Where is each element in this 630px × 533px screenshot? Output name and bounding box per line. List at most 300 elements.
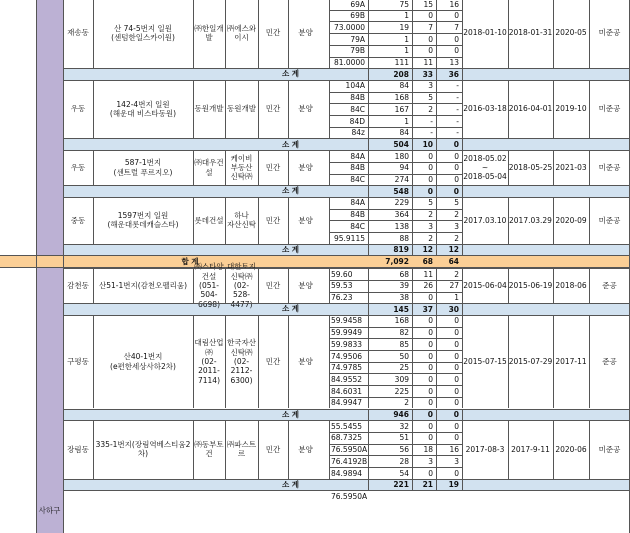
- units-cell: 229: [394, 198, 409, 208]
- applicants-cell: 0: [428, 328, 433, 338]
- contract-date: 2018-05-25: [508, 162, 553, 172]
- contracts-cell: 3: [454, 221, 459, 231]
- applicants-cell: 0: [428, 468, 433, 478]
- area-cell: 84.9552: [331, 374, 363, 384]
- grid-line: [93, 420, 94, 479]
- contracts-cell: 5: [454, 198, 459, 208]
- dong-name: 재송동: [67, 28, 89, 38]
- applicants-cell: 15: [423, 0, 433, 9]
- grid-line: [368, 80, 369, 139]
- grid-line: [412, 185, 413, 197]
- grid-line: [436, 150, 437, 185]
- units-cell: 68: [399, 269, 409, 279]
- subtotal-units: 819: [393, 245, 409, 255]
- grid-line: [589, 197, 590, 244]
- contracts-cell: 0: [454, 421, 459, 431]
- grid-line: [258, 420, 259, 479]
- grid-line: [508, 150, 509, 185]
- grid-line: [225, 80, 226, 139]
- subtotal-row: [63, 138, 630, 150]
- developer: ㈜동부토건: [194, 440, 224, 459]
- sector: 민간: [265, 28, 281, 38]
- grid-line: [508, 197, 509, 244]
- units-cell: 88: [399, 233, 409, 243]
- constructor: ㈜에스와 이시: [226, 23, 257, 43]
- units-cell: 225: [394, 386, 409, 396]
- applicants-cell: 0: [428, 398, 433, 408]
- applicants-cell: 26: [423, 281, 433, 291]
- subtotal-units: 208: [393, 69, 409, 79]
- supply-type: 분양: [298, 357, 313, 366]
- area-cell: 68.7325: [331, 433, 363, 443]
- grid-line: [193, 150, 194, 185]
- grid-line: [462, 244, 463, 256]
- units-cell: 1: [404, 11, 409, 21]
- grid-line: [329, 315, 330, 409]
- grid-line: [462, 409, 463, 421]
- subtotal-contracts: 36: [448, 69, 459, 79]
- subtotal-units: 504: [393, 139, 409, 149]
- grid-line: [93, 0, 94, 68]
- grid-line: [368, 420, 369, 479]
- grid-line: [462, 303, 463, 315]
- applicants-cell: 3: [428, 456, 433, 466]
- applicants-cell: 18: [423, 445, 433, 455]
- contract-date: 2017-9-11: [511, 444, 550, 454]
- grid-line: [329, 197, 330, 244]
- area-cell: 59.53: [331, 281, 353, 291]
- type-cell: 84C: [350, 221, 365, 231]
- grid-line: [508, 0, 509, 68]
- grid-line: [462, 138, 463, 150]
- contracts-cell: -: [456, 116, 459, 126]
- area-cell: 59.9458: [331, 316, 363, 326]
- subtotal-units: 145: [393, 304, 409, 314]
- grid-line: [508, 80, 509, 139]
- contracts-cell: 2: [454, 210, 459, 220]
- announce-date: 2018-05.02 ~ 2018-05-04: [463, 153, 507, 182]
- grid-line: [288, 315, 289, 409]
- grid-line: [258, 80, 259, 139]
- grid-line: [436, 138, 437, 150]
- type-cell: 69B: [350, 11, 365, 21]
- contracts-cell: 13: [449, 58, 459, 67]
- grand-total-row: [0, 255, 630, 267]
- grid-line: [589, 150, 590, 185]
- grid-line: [258, 315, 259, 409]
- grid-line: [63, 303, 630, 304]
- grid-line: [63, 0, 64, 533]
- announce-date: 2018-01-10: [463, 28, 507, 38]
- subtotal-row: [63, 68, 630, 80]
- type-cell: 84z: [351, 128, 365, 138]
- grid-line: [288, 150, 289, 185]
- grid-line: [225, 420, 226, 479]
- area-cell: 84.9894: [331, 468, 363, 478]
- move-in-date: 2020-05: [555, 28, 587, 38]
- contracts-cell: 2: [454, 269, 459, 279]
- developer: 건설 (051- 504-: [199, 271, 219, 300]
- grid-line: [412, 268, 413, 303]
- subtotal-label: 소 계: [281, 139, 300, 149]
- address: 산 74-5번지 일원 (센텀한일스카이원): [111, 23, 175, 43]
- completion-status: 미준공: [598, 444, 621, 454]
- grid-line: [589, 268, 590, 303]
- grand-total-contracts: 64: [448, 256, 459, 266]
- grid-line: [63, 420, 630, 421]
- contracts-cell: 0: [454, 151, 459, 161]
- announce-date: 2017-08-3: [465, 444, 505, 454]
- grid-line: [368, 138, 369, 150]
- grid-line: [368, 244, 369, 256]
- applicants-cell: 0: [428, 363, 433, 373]
- contract-date: 2016-04-01: [508, 104, 553, 114]
- contracts-cell: 3: [454, 456, 459, 466]
- applicants-cell: -: [430, 116, 433, 126]
- type-cell: 81.0000: [333, 58, 365, 67]
- announce-date: 2016-03-18: [463, 104, 507, 114]
- grid-line: [462, 0, 463, 68]
- grid-line: [462, 479, 463, 491]
- units-cell: 56: [399, 445, 409, 455]
- subtotal-row: [63, 479, 630, 491]
- grid-line: [193, 268, 194, 303]
- address: 335-1번지(장림역베스티움2 차): [95, 440, 191, 459]
- grid-line: [193, 420, 194, 479]
- grid-line: [553, 268, 554, 303]
- units-cell: 2: [404, 398, 409, 408]
- address: 587-1번지 (센트럴 푸르지오): [113, 158, 173, 177]
- dong-name: 우동: [70, 104, 86, 114]
- grid-line: [329, 268, 330, 303]
- sector: 민간: [265, 104, 281, 114]
- type-cell: 84B: [350, 163, 365, 173]
- grid-line: [462, 420, 463, 479]
- dong-name: 구평동: [67, 357, 89, 366]
- units-cell: 82: [399, 328, 409, 338]
- subtotal-label: 소 계: [281, 69, 300, 79]
- grid-line: [258, 150, 259, 185]
- subtotal-label: 소 계: [281, 244, 300, 254]
- grid-line: [412, 303, 413, 315]
- units-cell: 19: [399, 22, 409, 32]
- grid-line: [436, 268, 437, 303]
- grid-line: [368, 150, 369, 185]
- district-name: 사하구: [38, 506, 61, 516]
- units-cell: 138: [394, 221, 409, 231]
- subtotal-applicants: 0: [427, 186, 433, 196]
- grid-line: [329, 150, 330, 185]
- grid-line: [412, 80, 413, 139]
- move-in-date: 2017-11: [555, 357, 587, 366]
- type-cell: 84A: [350, 151, 365, 161]
- units-cell: 54: [399, 468, 409, 478]
- grid-line: [93, 315, 94, 409]
- applicants-cell: 0: [428, 374, 433, 384]
- grid-line: [329, 0, 330, 68]
- units-cell: 111: [394, 58, 409, 67]
- subtotal-label: 소 계: [281, 409, 300, 419]
- contracts-cell: 0: [454, 339, 459, 349]
- applicants-cell: 2: [428, 210, 433, 220]
- applicants-cell: 0: [428, 351, 433, 361]
- applicants-cell: 0: [428, 11, 433, 21]
- grid-line: [412, 409, 413, 421]
- grid-line: [225, 315, 226, 409]
- grand-total-label: 합 계: [181, 256, 199, 266]
- units-cell: 167: [394, 104, 409, 114]
- completion-status: 미준공: [598, 162, 621, 172]
- grid-line: [436, 185, 437, 197]
- grid-line: [0, 255, 630, 256]
- subtotal-row: [63, 244, 630, 256]
- type-cell: 69A: [350, 0, 365, 9]
- units-cell: 168: [394, 316, 409, 326]
- type-cell: 95.9115: [333, 233, 365, 243]
- contract-date: 2015-07-29: [508, 357, 553, 366]
- grid-line: [193, 315, 194, 409]
- units-cell: 1: [404, 116, 409, 126]
- grid-line: [225, 150, 226, 185]
- grid-line: [63, 409, 630, 410]
- subtotal-applicants: 37: [422, 304, 433, 314]
- grid-line: [589, 420, 590, 479]
- sector: 민간: [265, 357, 281, 366]
- grid-line: [288, 268, 289, 303]
- subtotal-label: 소 계: [281, 304, 300, 314]
- subtotal-label: 소 계: [281, 479, 300, 489]
- grid-line: [589, 0, 590, 68]
- supply-type: 분양: [298, 28, 313, 38]
- grid-line: [258, 197, 259, 244]
- units-cell: 32: [399, 421, 409, 431]
- units-cell: 168: [394, 93, 409, 103]
- applicants-cell: 0: [428, 386, 433, 396]
- subtotal-units: 946: [393, 410, 409, 419]
- contracts-cell: -: [456, 104, 459, 114]
- area-cell: 84.9947: [331, 398, 363, 408]
- type-cell: 104A: [345, 81, 365, 91]
- contracts-cell: 2: [454, 233, 459, 243]
- grid-line: [412, 244, 413, 256]
- grid-line: [462, 315, 463, 409]
- units-cell: 84: [399, 81, 409, 91]
- units-cell: 1: [404, 46, 409, 56]
- grid-line: [288, 0, 289, 68]
- move-in-date: 2020-06: [555, 444, 587, 454]
- area-cell: 76.23: [331, 293, 353, 302]
- grid-line: [436, 420, 437, 479]
- applicants-cell: -: [430, 128, 433, 138]
- grid-line: [508, 420, 509, 479]
- applicants-cell: 0: [428, 175, 433, 184]
- contracts-cell: 0: [454, 433, 459, 443]
- grid-line: [553, 420, 554, 479]
- completion-status: 미준공: [598, 28, 621, 38]
- constructor: 하나 자산신탁: [227, 210, 256, 230]
- dong-name: 장림동: [67, 444, 89, 454]
- developer: 동원개발: [194, 104, 224, 114]
- grid-line: [63, 244, 630, 245]
- applicants-cell: 5: [428, 93, 433, 103]
- address: 142-4번지 일원 (해운대 비스타동원): [109, 99, 177, 119]
- grid-line: [462, 185, 463, 197]
- area-cell: 76.4192B: [331, 456, 368, 466]
- grid-line: [368, 409, 369, 421]
- units-cell: 84: [399, 128, 409, 138]
- area-cell: 59.9949: [331, 328, 363, 338]
- contracts-cell: 27: [449, 281, 459, 291]
- contracts-cell: 1: [454, 293, 459, 302]
- grid-line: [589, 80, 590, 139]
- supply-type: 분양: [298, 215, 313, 225]
- subtotal-row: [63, 409, 630, 421]
- subtotal-row: [63, 303, 630, 315]
- grid-line: [412, 420, 413, 479]
- type-cell: 79A: [350, 34, 365, 44]
- grid-line: [436, 409, 437, 421]
- grid-line: [436, 0, 437, 68]
- contracts-cell: -: [456, 93, 459, 103]
- subtotal-contracts: 30: [448, 304, 459, 314]
- grid-line: [412, 479, 413, 491]
- announce-date: 2017.03.10: [463, 215, 507, 225]
- grid-line: [225, 197, 226, 244]
- applicants-cell: 5: [428, 198, 433, 208]
- grid-line: [368, 68, 369, 80]
- type-cell: 79B: [350, 46, 365, 56]
- sector: 민간: [265, 162, 281, 172]
- grid-line: [436, 479, 437, 491]
- completion-status: 미준공: [598, 104, 621, 114]
- applicants-cell: 7: [428, 22, 433, 32]
- contracts-cell: 0: [454, 46, 459, 56]
- grid-line: [93, 197, 94, 244]
- grid-line: [436, 80, 437, 139]
- subtotal-applicants: 10: [422, 139, 433, 149]
- applicants-cell: 0: [428, 421, 433, 431]
- applicants-cell: 0: [428, 293, 433, 302]
- grid-line: [193, 80, 194, 139]
- type-cell: 84C: [350, 104, 365, 114]
- applicants-cell: 3: [428, 81, 433, 91]
- developer: 대림산업 ㈜ (02- 2011- 7114): [194, 338, 224, 385]
- grid-line: [225, 268, 226, 303]
- type-cell: 84C: [350, 175, 365, 184]
- area-cell: 55.5455: [331, 421, 363, 431]
- grid-line: [368, 303, 369, 315]
- grid-line: [63, 268, 630, 269]
- grid-line: [462, 68, 463, 80]
- address: 산40-1번지 (e편한세상사하2차): [110, 352, 176, 371]
- supply-type: 분양: [298, 162, 313, 172]
- grid-line: [63, 138, 630, 139]
- dong-name: 중동: [70, 215, 86, 225]
- units-cell: 274: [394, 175, 409, 184]
- subtotal-applicants: 12: [422, 245, 433, 255]
- developer: ㈜대우건설: [194, 158, 224, 177]
- dong-name: 감천동: [67, 280, 89, 290]
- grid-line: [462, 80, 463, 139]
- subtotal-contracts: 0: [453, 410, 459, 419]
- contracts-cell: -: [456, 128, 459, 138]
- grid-line: [436, 315, 437, 409]
- completion-status: 준공: [602, 280, 617, 290]
- contracts-cell: 0: [454, 398, 459, 408]
- constructor: 동원개발: [227, 104, 256, 114]
- type-cell: 84A: [350, 198, 365, 208]
- area-cell: 84.6031: [331, 386, 363, 396]
- grid-line: [63, 68, 630, 69]
- grid-line: [329, 80, 330, 139]
- applicants-cell: 2: [428, 233, 433, 243]
- subtotal-units: 221: [393, 480, 409, 490]
- applicants-cell: 0: [428, 151, 433, 161]
- units-cell: 39: [399, 281, 409, 291]
- units-cell: 85: [399, 339, 409, 349]
- contracts-cell: 0: [454, 175, 459, 184]
- units-cell: 309: [394, 374, 409, 384]
- units-cell: 28: [399, 456, 409, 466]
- grid-line: [258, 0, 259, 68]
- area-cell: 74.9506: [331, 351, 363, 361]
- grid-line: [368, 197, 369, 244]
- grid-line: [553, 315, 554, 409]
- grid-line: [462, 150, 463, 185]
- subtotal-row: [63, 185, 630, 197]
- grid-line: [436, 68, 437, 80]
- grid-line: [553, 0, 554, 68]
- sector: 민간: [265, 444, 281, 454]
- grid-line: [412, 138, 413, 150]
- grand-total-applicants: 68: [422, 256, 433, 266]
- subtotal-units: 548: [393, 186, 409, 196]
- applicants-cell: 3: [428, 221, 433, 231]
- grid-line: [553, 80, 554, 139]
- grid-line: [288, 197, 289, 244]
- grid-line: [63, 197, 630, 198]
- grid-line: [225, 0, 226, 68]
- contracts-cell: -: [456, 81, 459, 91]
- contracts-cell: 0: [454, 363, 459, 373]
- applicants-cell: 0: [428, 46, 433, 56]
- grid-line: [412, 68, 413, 80]
- grid-line: [63, 315, 630, 316]
- move-in-date: 2021-03: [555, 162, 587, 172]
- grid-line: [436, 244, 437, 256]
- move-in-date: 2019-10: [555, 104, 587, 114]
- constructor: 한국자산 신탁㈜ (02- 2112- 6300): [227, 338, 256, 385]
- grid-line: [508, 268, 509, 303]
- address: 산51-1번지(감천오펠리움): [98, 280, 188, 290]
- grid-line: [462, 197, 463, 244]
- grid-line: [63, 185, 630, 186]
- subtotal-applicants: 21: [422, 480, 433, 490]
- subtotal-contracts: 0: [453, 186, 459, 196]
- applicants-cell: 0: [428, 34, 433, 44]
- grid-line: [436, 197, 437, 244]
- grid-line: [63, 150, 630, 151]
- contracts-cell: 0: [454, 316, 459, 326]
- grid-line: [63, 479, 630, 480]
- units-cell: 94: [399, 163, 409, 173]
- grid-line: [368, 315, 369, 409]
- units-cell: 364: [394, 210, 409, 220]
- applicants-cell: 0: [428, 163, 433, 173]
- units-cell: 25: [399, 363, 409, 373]
- units-cell: 38: [399, 293, 409, 302]
- grid-line: [193, 197, 194, 244]
